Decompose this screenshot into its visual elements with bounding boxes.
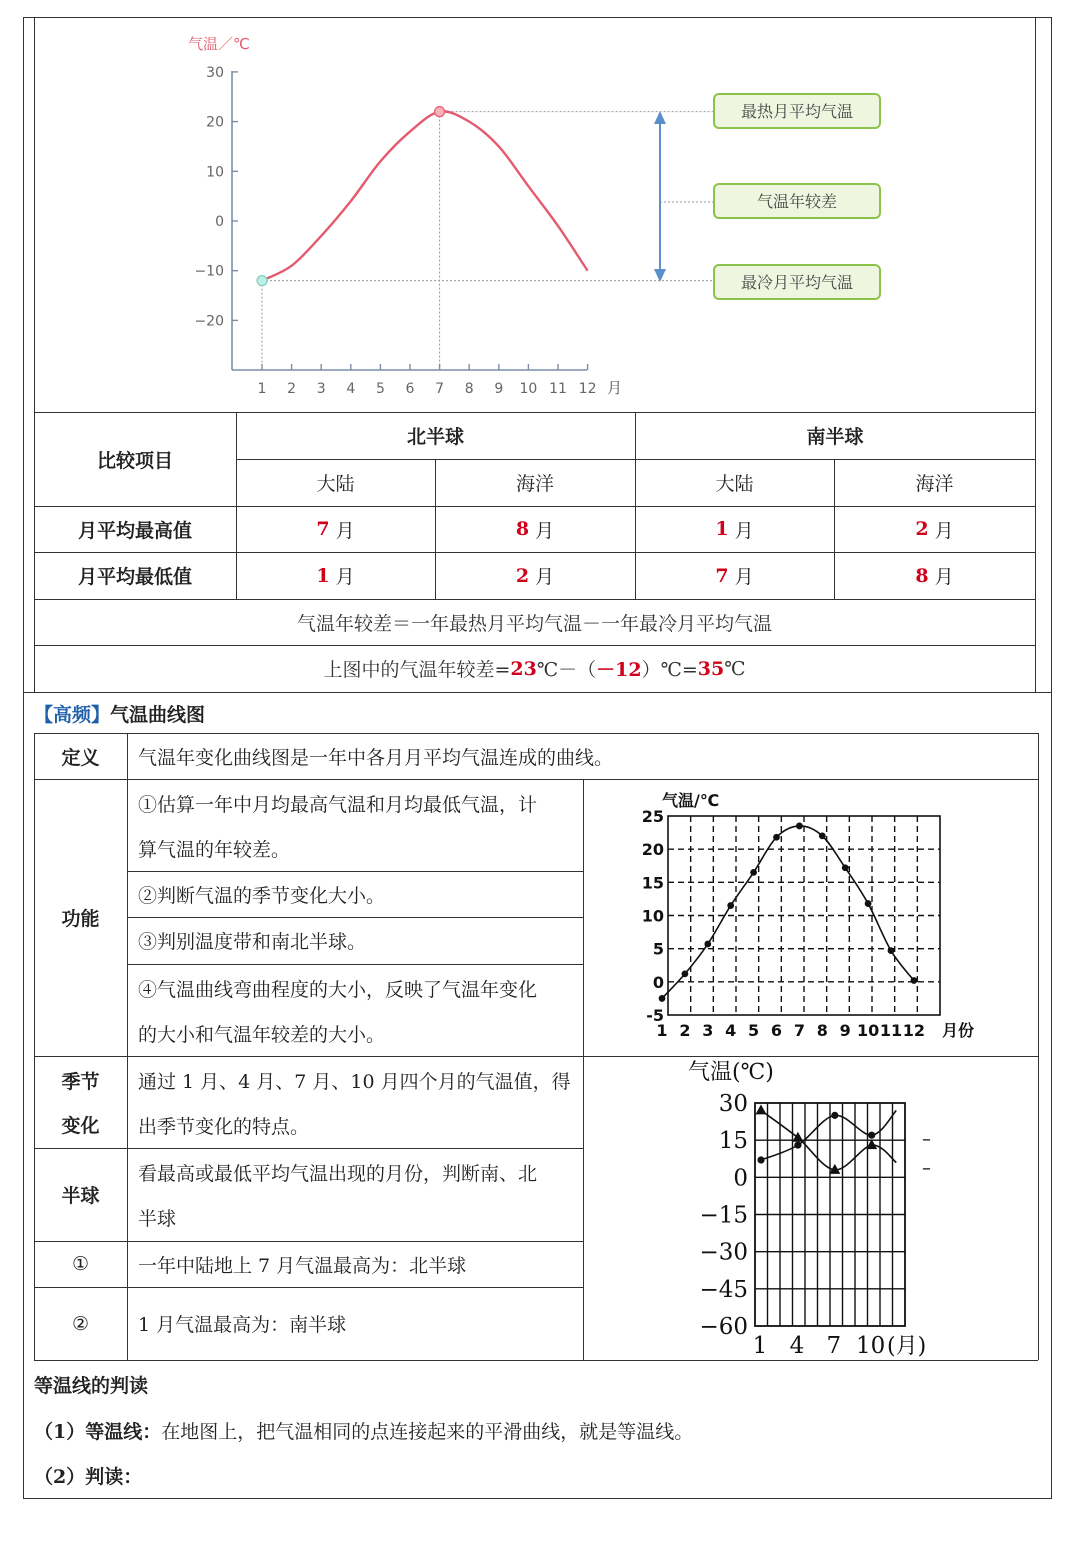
chart3-dot-point: [868, 1132, 875, 1139]
range-label: 气温年较差: [756, 192, 838, 211]
min-cell: [635, 552, 834, 599]
chart2-x-tick-label: 2: [679, 1021, 691, 1040]
chart1-x-tick-label: 12: [578, 381, 597, 397]
chart2-data-point: [911, 977, 918, 984]
chart2-data-point: [727, 902, 734, 909]
isotherm-title: 等温线的判读: [34, 1374, 149, 1397]
calc-row: 上图中的气温年较差= 23 ℃－（ －12 ）℃= 35 ℃: [323, 657, 746, 681]
chart1-x-tick-label: 6: [405, 381, 415, 397]
max-value: 7: [316, 518, 330, 540]
grid-temperature-chart: [584, 780, 1037, 1055]
hemisphere-label: 半球: [61, 1185, 100, 1207]
chart3-y-tick-label: 15: [718, 1128, 748, 1155]
month-unit: 月: [535, 566, 555, 588]
chart1-coldest-point: [257, 276, 267, 286]
chart2-y-tick-label: -5: [646, 1006, 664, 1025]
chart2-y-tick-label: 20: [641, 840, 664, 860]
chart3-x-unit: (月): [887, 1334, 927, 1359]
max-value: 8: [515, 518, 530, 540]
function-1-line1: ①估算一年中月均最高气温和月均最低气温，计: [138, 793, 538, 816]
chart3-x-tick-label: 7: [826, 1333, 842, 1359]
chart1-y-tick-label: 0: [215, 214, 224, 230]
min-value: 8: [915, 564, 929, 587]
chart3-y-tick-label: −15: [699, 1202, 748, 1229]
chart1-x-unit: 月: [607, 379, 623, 397]
max-value: 1: [715, 518, 729, 540]
chart2-x-tick-label: 5: [748, 1021, 760, 1040]
chart1-x-tick-label: 3: [316, 381, 326, 397]
chart1-y-tick-label: −20: [194, 313, 224, 330]
chart3-triangle-point: [792, 1132, 803, 1142]
chart3-x-tick-label: 4: [789, 1333, 805, 1359]
chart1-x-tick-label: 9: [494, 381, 504, 397]
section-bracket: 【高频】: [34, 703, 111, 726]
header-compare-item: 比较项目: [96, 449, 173, 472]
chart2-x-tick-label: 6: [770, 1021, 783, 1040]
annual-range-arrow: [654, 111, 714, 282]
chart2-data-point: [659, 995, 666, 1002]
hottest-label: 最热月平均气温: [740, 102, 854, 121]
month-unit: 月: [535, 519, 555, 542]
chart3-dot-point: [757, 1156, 764, 1163]
chart1-y-tick-label: 20: [206, 114, 224, 131]
chart3-y-tick-label: −45: [699, 1276, 748, 1303]
chart2-x-tick-label: 7: [793, 1021, 805, 1040]
chart3-y-axis-label: 气温(℃): [688, 1060, 774, 1085]
month-unit: 月: [734, 566, 754, 588]
chart1-y-tick-label: 10: [206, 164, 224, 181]
chart2-temperature-line: [662, 826, 914, 998]
max-cell: [435, 506, 635, 552]
formula-row: 气温年较差＝一年最热月平均气温－一年最冷月平均气温: [296, 612, 772, 635]
month-unit: 月: [335, 566, 355, 588]
chart2-y-tick-label: 5: [652, 939, 664, 959]
chart2-x-tick-label: 4: [725, 1021, 737, 1040]
chart1-x-tick-label: 2: [287, 381, 297, 397]
annual-temperature-chart: [34, 18, 1034, 412]
row-2-label: ②: [71, 1312, 90, 1335]
function-4-line2: 的大小和气温年较差的大小。: [138, 1023, 386, 1046]
chart1-guide-lines: [262, 112, 714, 370]
header-sh-land: 大陆: [715, 473, 754, 495]
chart1-y-tick-label: 30: [206, 64, 224, 81]
min-cell: [435, 552, 635, 599]
chart2-x-tick-label: 8: [816, 1021, 828, 1040]
chart2-y-tick-label: 0: [652, 972, 664, 992]
isotherm-paragraph-2: （2）判读：: [34, 1465, 143, 1488]
function-label: 功能: [61, 908, 100, 930]
label-hottest-month: [714, 94, 880, 128]
min-cell: [236, 552, 435, 599]
season-label-line2: 变化: [61, 1114, 100, 1137]
chart2-data-point: [865, 900, 872, 907]
min-value: 2: [515, 564, 530, 587]
header-southern-hemisphere: 南半球: [806, 426, 864, 448]
chart2-data-point: [704, 941, 711, 948]
chart1-y-axis-label: 气温／℃: [188, 35, 250, 53]
chart1-x-tick-label: 8: [464, 381, 474, 397]
section-heading: [34, 696, 205, 730]
chart3-triangle-point: [756, 1104, 767, 1114]
row-max-label: 月平均最高值: [77, 519, 192, 542]
header-sh-ocean: 海洋: [915, 473, 954, 495]
chart2-x-tick-label: 9: [839, 1021, 851, 1040]
chart1-y-tick-label: −10: [194, 263, 224, 280]
month-unit: 月: [335, 519, 355, 542]
chart2-data-point: [682, 970, 689, 977]
chart2-data-point: [888, 947, 895, 954]
chart1-axes: [232, 71, 587, 370]
month-unit: 月: [934, 566, 954, 588]
chart2-x-tick-label: 10: [856, 1021, 880, 1040]
chart2-data-point: [750, 869, 757, 876]
month-unit: 月: [734, 519, 754, 542]
month-unit: 月: [934, 519, 954, 542]
function-2: ②判断气温的季节变化大小。: [138, 884, 386, 907]
row-1-text: 一年中陆地上 7 月气温最高为：北半球: [138, 1254, 467, 1277]
max-value: 2: [915, 518, 929, 540]
min-value: 1: [316, 564, 330, 587]
chart2-x-tick-label: 1: [656, 1021, 668, 1040]
max-cell: [635, 506, 834, 552]
chart1-x-tick-label: 4: [346, 381, 356, 397]
header-nh-ocean: 海洋: [515, 473, 554, 495]
chart1-x-tick-label: 1: [257, 381, 267, 397]
isotherm-p1-label: （1）等温线：: [34, 1420, 162, 1443]
chart3-y-tick-label: 0: [733, 1165, 748, 1192]
chart2-x-tick-label: 11: [879, 1021, 903, 1040]
chart3-x-tick-label: 10: [856, 1333, 886, 1359]
chart2-data-point: [796, 823, 803, 830]
min-value: 7: [715, 564, 729, 587]
function-3: ③判别温度带和南北半球。: [138, 931, 367, 953]
row-min-label: 月平均最低值: [77, 566, 192, 588]
chart3-grid: [755, 1103, 905, 1326]
season-label-line1: 季节: [61, 1070, 100, 1093]
chart3-dash-mark-2: –: [922, 1158, 931, 1179]
season-text-line1: 通过 1 月、4 月、7 月、10 月四个月的气温值，得: [138, 1070, 571, 1093]
chart3-series-dot-line: [761, 1110, 896, 1160]
definition-text: 气温年变化曲线图是一年中各月月平均气温连成的曲线。: [138, 746, 614, 769]
function-1-line2: 算气温的年较差。: [138, 838, 291, 861]
definition-label: 定义: [61, 746, 100, 769]
chart2-data-point: [842, 864, 849, 871]
section-title: 气温曲线图: [110, 703, 206, 726]
chart3-y-tick-label: −30: [699, 1239, 748, 1266]
chart1-temperature-curve: [262, 111, 588, 280]
isotherm-paragraph-1: [34, 1411, 693, 1449]
min-cell: [834, 552, 1035, 599]
season-text-line2: 出季节变化的特点。: [138, 1115, 310, 1138]
chart2-x-tick-label: 12: [902, 1021, 926, 1040]
max-cell: [834, 506, 1035, 552]
row-2-text: 1 月气温最高为：南半球: [138, 1314, 347, 1336]
chart3-dot-point: [831, 1112, 838, 1119]
max-cell: [236, 506, 435, 552]
chart3-y-tick-label: 30: [718, 1091, 748, 1117]
chart1-hottest-point: [435, 107, 445, 117]
isotherm-p1-text: 在地图上，把气温相同的点连接起来的平滑曲线，就是等温线。: [161, 1420, 694, 1443]
chart3-dot-point: [794, 1142, 801, 1149]
chart1-x-tick-label: 7: [435, 381, 445, 397]
chart2-grid: [668, 816, 940, 1015]
chart3-dash-mark-1: –: [922, 1129, 931, 1150]
label-coldest-month: [714, 265, 880, 299]
row-1-label: ①: [71, 1253, 90, 1275]
hemisphere-comparison-chart: [584, 1057, 1037, 1359]
header-nh-land: 大陆: [316, 473, 355, 495]
coldest-label: 最冷月平均气温: [740, 273, 854, 292]
chart2-y-tick-label: 25: [641, 807, 664, 826]
hemisphere-text-line1: 看最高或最低平均气温出现的月份，判断南、北: [138, 1162, 538, 1185]
chart2-y-tick-label: 10: [641, 906, 664, 926]
hemisphere-text-line2: 半球: [138, 1207, 177, 1230]
chart2-data-point: [773, 834, 780, 841]
function-4-line1: ④气温曲线弯曲程度的大小，反映了气温年变化: [138, 978, 538, 1001]
chart3-y-tick-label: −60: [699, 1314, 748, 1340]
chart3-x-tick-label: 1: [752, 1333, 768, 1359]
chart1-x-tick-label: 10: [519, 381, 538, 397]
chart1-x-tick-label: 11: [549, 381, 567, 397]
chart2-y-axis-label: 气温/℃: [662, 791, 720, 810]
label-annual-range: [714, 184, 880, 218]
chart2-x-tick-label: 3: [702, 1021, 714, 1040]
header-northern-hemisphere: 北半球: [406, 426, 464, 448]
chart2-y-tick-label: 15: [641, 873, 664, 893]
chart1-x-tick-label: 5: [375, 381, 385, 397]
chart2-data-point: [819, 833, 826, 840]
chart2-x-unit: 月份: [942, 1021, 975, 1040]
